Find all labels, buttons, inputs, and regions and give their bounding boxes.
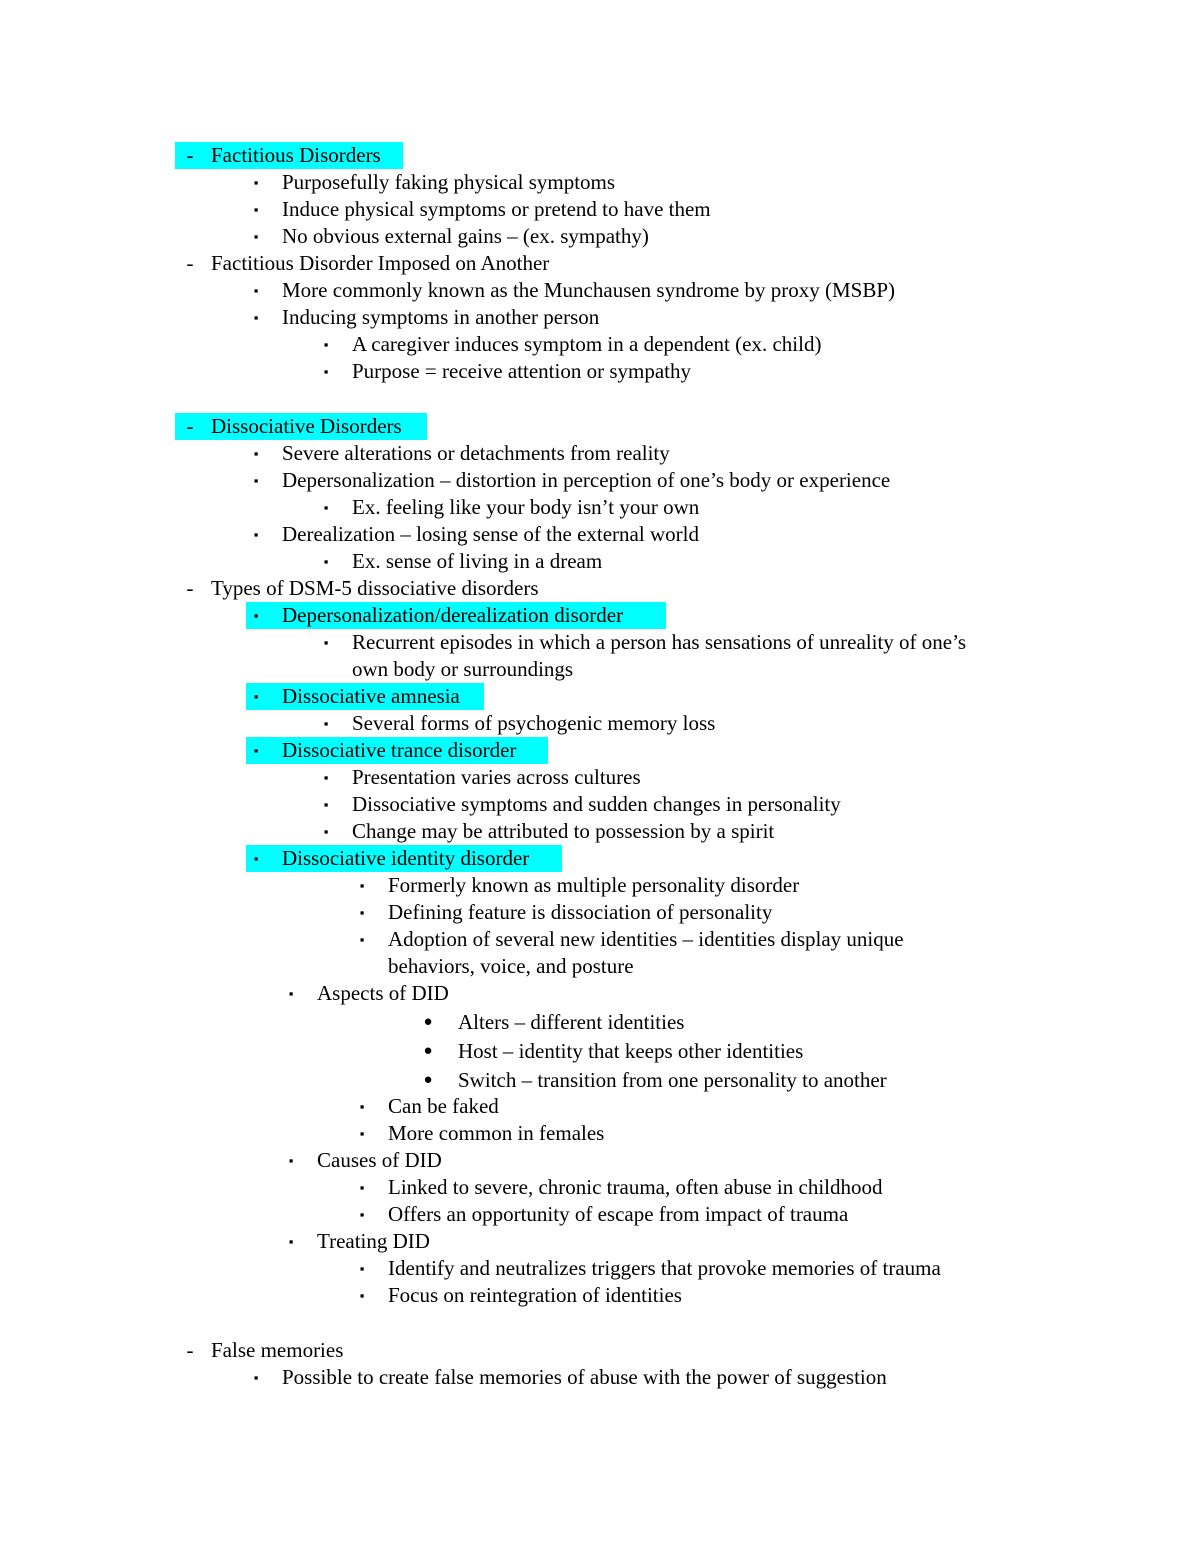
square-bullet-icon: ▪: [253, 473, 259, 488]
dash-bullet-icon: -: [186, 576, 194, 600]
round-bullet-icon: ●: [423, 1072, 433, 1088]
bullet-text: Possible to create false memories of abuse with the power of suggestion: [282, 1365, 887, 1389]
heading-types-dsm5: Types of DSM-5 dissociative disorders: [211, 576, 539, 600]
bullet-text-continued: behaviors, voice, and posture: [388, 954, 634, 978]
square-bullet-icon: ▪: [288, 1234, 294, 1249]
square-bullet-icon: ▪: [288, 986, 294, 1001]
square-bullet-icon: ▪: [253, 851, 259, 866]
bullet-text: Recurrent episodes in which a person has sensations of unreality of one’s: [352, 630, 967, 654]
square-bullet-icon: ▪: [323, 500, 329, 515]
bullet-text: Treating DID: [317, 1229, 430, 1253]
square-bullet-icon: ▪: [359, 1288, 365, 1303]
bullet-text: Defining feature is dissociation of personality: [388, 900, 773, 924]
square-bullet-icon: ▪: [253, 527, 259, 542]
square-bullet-icon: ▪: [253, 689, 259, 704]
bullet-text: Depersonalization – distortion in perception of one’s body or experience: [282, 468, 891, 492]
square-bullet-icon: ▪: [359, 1099, 365, 1114]
square-bullet-icon: ▪: [359, 1261, 365, 1276]
bullet-text: Induce physical symptoms or pretend to have them: [282, 197, 711, 221]
bullet-text: Causes of DID: [317, 1148, 442, 1172]
square-bullet-icon: ▪: [359, 1207, 365, 1222]
subheading-dissociative-amnesia: Dissociative amnesia: [282, 684, 460, 708]
subheading-trance-disorder: Dissociative trance disorder: [282, 738, 517, 762]
square-bullet-icon: ▪: [359, 905, 365, 920]
heading-factitious-imposed: Factitious Disorder Imposed on Another: [211, 251, 550, 275]
heading-factitious-disorders: Factitious Disorders: [211, 143, 381, 167]
square-bullet-icon: ▪: [323, 716, 329, 731]
square-bullet-icon: ▪: [359, 1126, 365, 1141]
square-bullet-icon: ▪: [323, 364, 329, 379]
square-bullet-icon: ▪: [253, 1370, 259, 1385]
bullet-text: Identify and neutralizes triggers that provoke memories of trauma: [388, 1256, 941, 1280]
square-bullet-icon: ▪: [323, 797, 329, 812]
bullet-text: Ex. feeling like your body isn’t your own: [352, 495, 700, 519]
square-bullet-icon: ▪: [323, 635, 329, 650]
bullet-text: Dissociative symptoms and sudden changes in personality: [352, 792, 841, 816]
bullet-text: Host – identity that keeps other identities: [458, 1039, 804, 1063]
bullet-text: Change may be attributed to possession by a spirit: [352, 819, 775, 843]
square-bullet-icon: ▪: [253, 446, 259, 461]
bullet-text: Ex. sense of living in a dream: [352, 549, 603, 573]
subheading-identity-disorder: Dissociative identity disorder: [282, 846, 530, 870]
round-bullet-icon: ●: [423, 1014, 433, 1030]
square-bullet-icon: ▪: [323, 824, 329, 839]
bullet-text: Linked to severe, chronic trauma, often abuse in childhood: [388, 1175, 883, 1199]
bullet-text: No obvious external gains – (ex. sympathy): [282, 224, 649, 248]
round-bullet-icon: ●: [423, 1043, 433, 1059]
bullet-text: Formerly known as multiple personality disorder: [388, 873, 800, 897]
bullet-text: Derealization – losing sense of the external world: [282, 522, 699, 546]
bullet-text-continued: own body or surroundings: [352, 657, 574, 681]
bullet-text: Purpose = receive attention or sympathy: [352, 359, 692, 383]
dash-bullet-icon: -: [186, 414, 194, 438]
square-bullet-icon: ▪: [253, 175, 259, 190]
bullet-text: Offers an opportunity of escape from impact of trauma: [388, 1202, 849, 1226]
bullet-text: Inducing symptoms in another person: [282, 305, 600, 329]
bullet-text: Switch – transition from one personality to another: [458, 1068, 887, 1092]
dash-bullet-icon: -: [186, 251, 194, 275]
bullet-text: More common in females: [388, 1121, 605, 1145]
dash-bullet-icon: -: [186, 1338, 194, 1362]
square-bullet-icon: ▪: [253, 283, 259, 298]
square-bullet-icon: ▪: [253, 743, 259, 758]
square-bullet-icon: ▪: [323, 554, 329, 569]
square-bullet-icon: ▪: [253, 229, 259, 244]
square-bullet-icon: ▪: [253, 202, 259, 217]
heading-false-memories: False memories: [211, 1338, 344, 1362]
square-bullet-icon: ▪: [359, 1180, 365, 1195]
subheading-depersonalization-disorder: Depersonalization/derealization disorder: [282, 603, 624, 627]
bullet-text: Purposefully faking physical symptoms: [282, 170, 616, 194]
bullet-text: Adoption of several new identities – identities display unique: [388, 927, 904, 951]
square-bullet-icon: ▪: [323, 337, 329, 352]
bullet-text: Aspects of DID: [317, 981, 449, 1005]
bullet-text: Several forms of psychogenic memory loss: [352, 711, 716, 735]
square-bullet-icon: ▪: [323, 770, 329, 785]
bullet-text: Focus on reintegration of identities: [388, 1283, 682, 1307]
square-bullet-icon: ▪: [359, 878, 365, 893]
bullet-text: Presentation varies across cultures: [352, 765, 641, 789]
square-bullet-icon: ▪: [359, 932, 365, 947]
bullet-text: Alters – different identities: [458, 1010, 685, 1034]
bullet-text: Severe alterations or detachments from reality: [282, 441, 670, 465]
bullet-text: Can be faked: [388, 1094, 499, 1118]
dash-bullet-icon: -: [186, 143, 194, 167]
square-bullet-icon: ▪: [253, 608, 259, 623]
bullet-text: A caregiver induces symptom in a dependent (ex. child): [352, 332, 822, 356]
square-bullet-icon: ▪: [288, 1153, 294, 1168]
bullet-text: More commonly known as the Munchausen syndrome by proxy (MSBP): [282, 278, 896, 302]
square-bullet-icon: ▪: [253, 310, 259, 325]
heading-dissociative-disorders: Dissociative Disorders: [211, 414, 402, 438]
